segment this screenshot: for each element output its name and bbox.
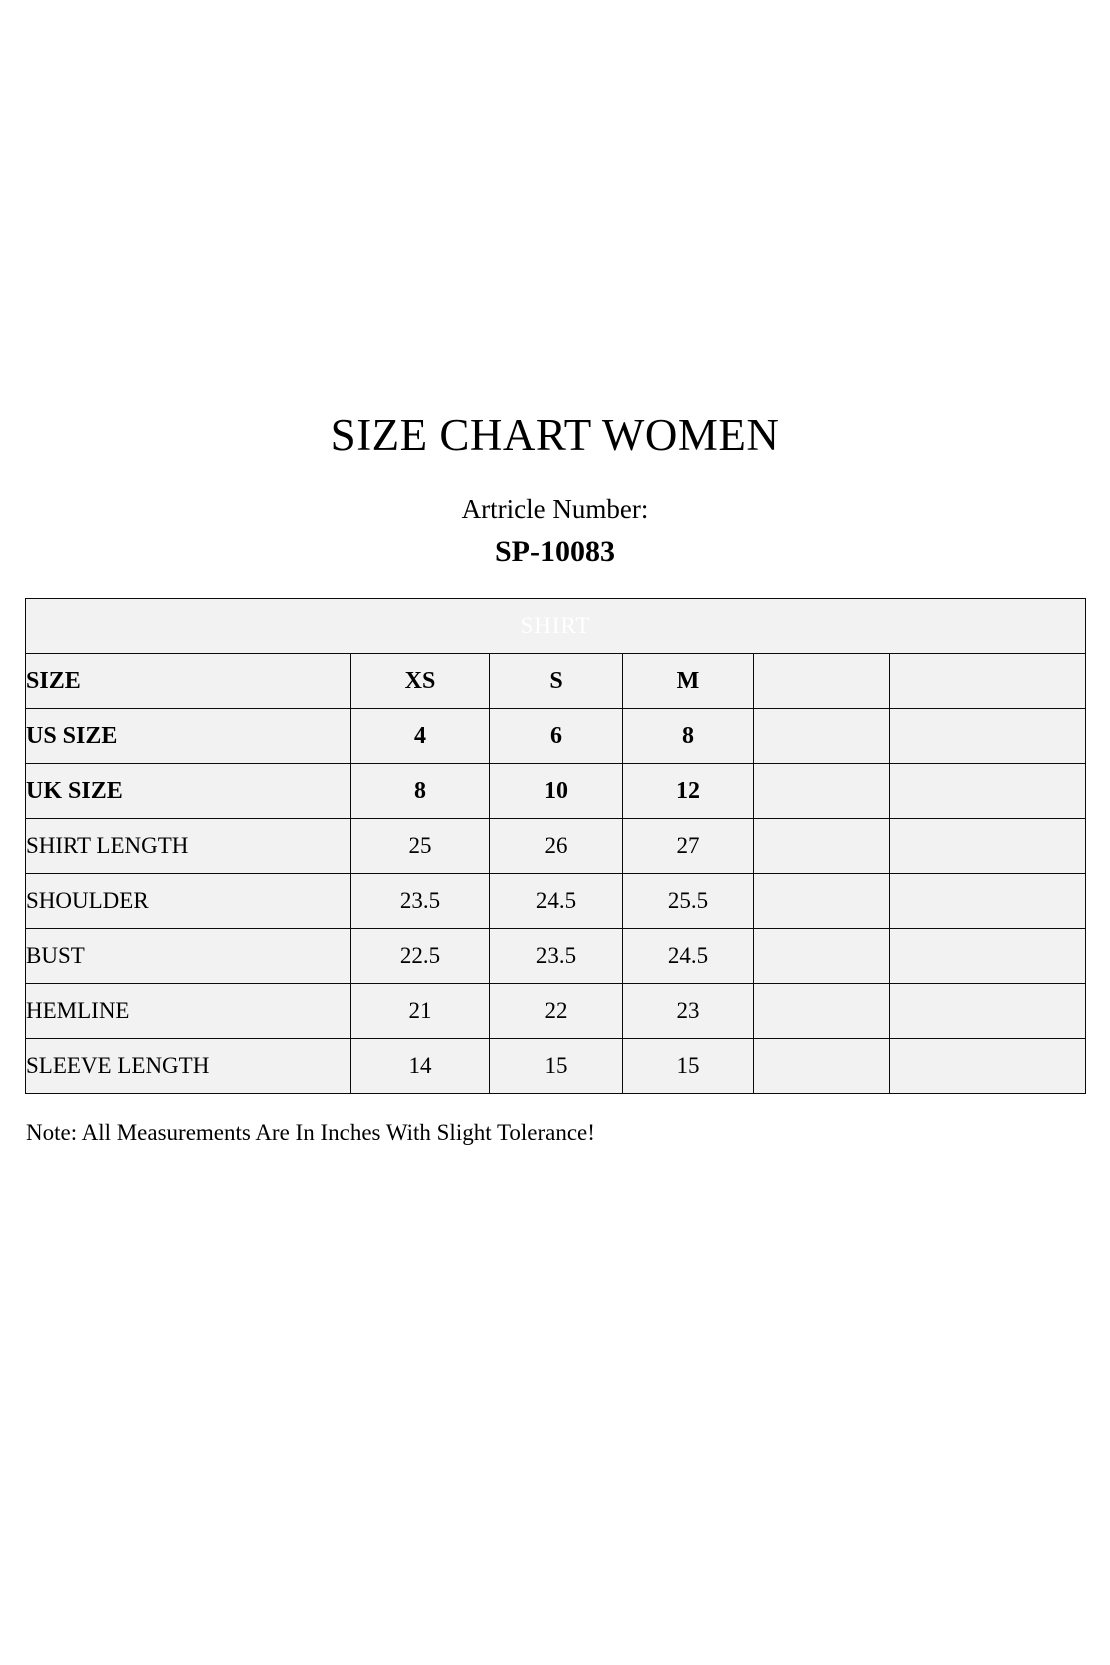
row-label: BUST xyxy=(26,929,351,984)
cell-value: 21 xyxy=(351,984,490,1039)
cell-value: 27 xyxy=(623,819,754,874)
cell-value xyxy=(890,984,1086,1039)
cell-value xyxy=(890,874,1086,929)
table-row xyxy=(26,819,1086,874)
cell-value: 24.5 xyxy=(623,929,754,984)
measurement-note: Note: All Measurements Are In Inches With Slight Tolerance! xyxy=(26,1120,595,1145)
page-title: SIZE CHART WOMEN xyxy=(330,410,780,460)
table-banner-row xyxy=(26,599,1086,654)
row-label: SIZE xyxy=(26,654,351,709)
cell-value xyxy=(754,1039,890,1094)
cell-value: 25 xyxy=(351,819,490,874)
cell-value: 10 xyxy=(490,764,623,819)
cell-value: M xyxy=(623,654,754,709)
row-label: SLEEVE LENGTH xyxy=(26,1039,351,1094)
cell-value xyxy=(890,654,1086,709)
cell-value: 22 xyxy=(490,984,623,1039)
cell-value xyxy=(890,819,1086,874)
cell-value: 26 xyxy=(490,819,623,874)
cell-value: 4 xyxy=(351,709,490,764)
cell-value: 8 xyxy=(623,709,754,764)
cell-value xyxy=(754,709,890,764)
table-row xyxy=(26,764,1086,819)
table-row xyxy=(26,1039,1086,1094)
row-label: HEMLINE xyxy=(26,984,351,1039)
table-row xyxy=(26,984,1086,1039)
cell-value: XS xyxy=(351,654,490,709)
cell-value xyxy=(754,874,890,929)
cell-value xyxy=(890,1039,1086,1094)
cell-value xyxy=(754,654,890,709)
cell-value xyxy=(754,819,890,874)
cell-value xyxy=(890,709,1086,764)
row-label: UK SIZE xyxy=(26,764,351,819)
cell-value xyxy=(754,984,890,1039)
cell-value: 22.5 xyxy=(351,929,490,984)
cell-value: 14 xyxy=(351,1039,490,1094)
size-chart-table xyxy=(25,598,1086,1094)
garment-type-banner: SHIRT xyxy=(26,599,1086,654)
cell-value: 12 xyxy=(623,764,754,819)
cell-value: 8 xyxy=(351,764,490,819)
cell-value: S xyxy=(490,654,623,709)
table-row xyxy=(26,709,1086,764)
table-row xyxy=(26,929,1086,984)
row-label: SHIRT LENGTH xyxy=(26,819,351,874)
cell-value: 23 xyxy=(623,984,754,1039)
cell-value xyxy=(890,929,1086,984)
cell-value: 6 xyxy=(490,709,623,764)
row-label: SHOULDER xyxy=(26,874,351,929)
cell-value: 15 xyxy=(490,1039,623,1094)
cell-value: 15 xyxy=(623,1039,754,1094)
cell-value xyxy=(890,764,1086,819)
cell-value: 23.5 xyxy=(351,874,490,929)
cell-value xyxy=(754,929,890,984)
table-row xyxy=(26,654,1086,709)
article-number-value: SP-10083 xyxy=(495,535,615,568)
size-chart-table-wrapper xyxy=(25,598,1085,1094)
table-row xyxy=(26,874,1086,929)
cell-value xyxy=(754,764,890,819)
cell-value: 24.5 xyxy=(490,874,623,929)
article-number-label: Artricle Number: xyxy=(461,494,649,524)
row-label: US SIZE xyxy=(26,709,351,764)
cell-value: 25.5 xyxy=(623,874,754,929)
cell-value: 23.5 xyxy=(490,929,623,984)
